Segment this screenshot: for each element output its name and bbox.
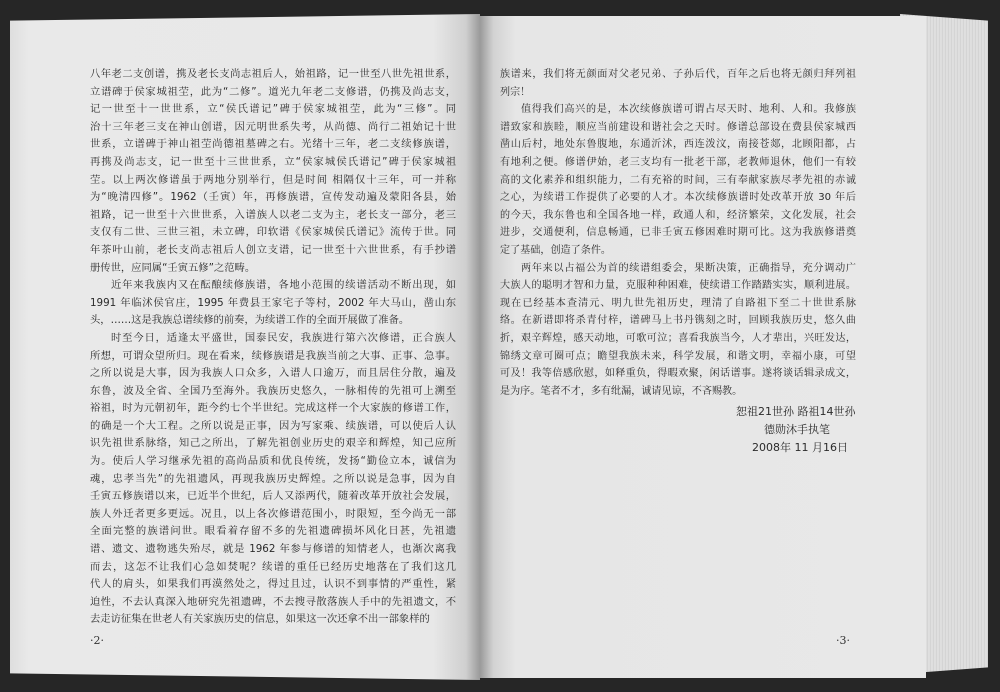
signature-date: 2008年 11 月16日 [752, 441, 848, 454]
text-line: 魂，忠孝当先”的先祖遗风，再现我族历史辉煌。之所以说是急事，因为自 [90, 472, 456, 485]
text-line: 识先祖世系脉络，知己之所出，了解先祖创业历史的艰辛和辉煌，知己应所 [90, 437, 456, 450]
text-line: 记一世至十一世世系，立“侯氏谱记”碑于侯家城祖茔，此为“三修”。同 [90, 103, 456, 116]
text-line: 八年老二支创谱，携及老长支尚志祖后人，始祖路，记一世至八世先祖世系， [90, 68, 456, 80]
right-page-body [500, 66, 856, 400]
text-line: 而去，这怎不让我们心急如焚呢？续谱的重任已经历史地落在了我们这几 [90, 560, 456, 573]
text-line: 时至今日，适逢太平盛世，国泰民安，我族进行第六次修谱，正合族人 [111, 331, 456, 344]
text-line: 值得我们高兴的是，本次续修族谱可谓占尽天时、地利、人和。我修族 [521, 104, 856, 116]
text-line: 所想，可谓众望所归。现在看来，续修族谱是我族当前之大事、正事、急事。 [90, 349, 456, 362]
text-line: 大族人的聪明才智和力量，克服种种困难，使续谱工作踏踏实实，顺利进展。 [500, 280, 856, 292]
text-line: 茔。以上两次修谱虽于两地分别举行，但是时间 相隔仅十三年，可一并称 [90, 173, 456, 186]
page-number-left: ·2· [90, 634, 104, 647]
text-line: 世系，立谱碑于神山祖茔尚德祖墓碑之右。光绪十三年，老二支续修族谱， [90, 138, 456, 151]
text-line: 之心，为续谱工作提供了必要的人才。本次续修族谱时处改革开放 30 年后 [500, 192, 856, 204]
text-line: 年茶叶山前，老长支尚志祖后人创立支谱，记一世至十六世世系，有手抄谱 [90, 243, 456, 256]
text-line: 络。在新谱即将杀青付梓，谱碑马上书丹镌刻之时，回顾我族历史，悠久曲 [500, 315, 856, 327]
text-line: 列宗！ [500, 86, 531, 98]
signature-lineage: 恕祖21世孙 路祖14世孙 [736, 405, 856, 418]
text-line: 谱致家和族睦，顺应当前建设和谐社会之天时。修谱总部设在费县侯家城西 [500, 121, 856, 133]
text-line: 可及！我等倍感欣慰，如释重负，得暇欢聚，闲话谱事。遂将谈话辑录成文， [500, 368, 856, 380]
text-line: 之所以说是大事，因为我族人口众多，入谱人口逾万，而且居住分散，遍及 [90, 367, 456, 380]
text-line: 头，……这是我族总谱续修的前奏，为续谱工作的全面开展做了准备。 [90, 314, 410, 327]
text-line: 锦绣文章可圈可点；瞻望我族未来，科学发展，和谐文明，幸福小康，可望 [500, 350, 856, 362]
text-line: 全面完整的族谱问世。眼看着存留不多的先祖遗碑损坏风化日甚，先祖遗 [90, 525, 456, 538]
text-line: 族人外迁者更多更远。况且，以上各次修谱范围小，时限短，至今尚无一部 [90, 507, 456, 520]
text-line: 两年来以占福公为首的续谱组委会，果断决策，正确指导，充分调动广 [521, 262, 856, 274]
text-line: 有地利之便。修谱伊始，老三支均有一批老干部，老教师退休，他们一有较 [500, 156, 856, 168]
signature-author: 德勋沐手执笔 [764, 423, 830, 436]
text-line: 裕祖，时为元朝初年，距今约七个半世纪。完成这样一个大家族的修谱工作， [90, 402, 456, 415]
text-line: 去走访征集在世老人有关家族历史的信息，如果这一次还拿不出一部象样的 [90, 613, 430, 626]
text-line: 现在已经基本查清元、明九世先祖历史，理清了自路祖下至二十世世系脉 [500, 297, 856, 309]
text-line: 的今天，我东鲁也和全国各地一样，政通人和，经济繁荣，文化发展，社会 [500, 209, 856, 221]
text-line: 1991 年临沭侯官庄，1995 年费县王家宅子等村，2002 年大马山，凿山东 [90, 296, 456, 309]
text-line: 近年来我族内又在酝酿续修族谱，各地小范围的续谱活动不断出现，如 [111, 279, 456, 292]
text-line: 族谱来，我们将无颜面对父老兄弟、子孙后代，百年之后也将无颜归拜列祖 [500, 69, 856, 80]
text-line: 东鲁，波及全省、全国乃至海外。我族历史悠久，一脉相传的先祖可上溯至 [90, 384, 456, 397]
left-page-body [90, 66, 456, 629]
text-line: 祖路，记一世至十六世世系，入谱族人以老二支为主，老长支一部分，老三 [90, 208, 456, 221]
text-line: 折，艰辛辉煌，感天动地，可歌可泣；喜看我族当今，人才辈出，兴旺发达， [500, 332, 856, 344]
text-line: 册传世，应同属“壬寅五修”之范畴。 [90, 261, 256, 274]
text-line: 为“晚清四修”。1962（壬寅）年，再修族谱，宣传发动遍及蒙阳各县，始 [90, 191, 456, 204]
text-line: 支仅有二世、三世三祖，未立碑，印软谱《侯家城侯氏谱记》流传于世。同 [90, 226, 456, 239]
text-line: 再携及尚志支，记一世至十三世世系，立“侯家城侯氏谱记”碑于侯家城祖 [90, 155, 456, 168]
text-line: 高的文化素养和组织能力，二有充裕的时间，三有奉献家族尽孝先祖的赤诚 [500, 174, 856, 186]
text-line: 为。使后人学习继承先祖的高尚品质和优良传统，发扬“勤俭立本，诚信为 [90, 455, 456, 468]
text-line: 立谱碑于侯家城祖茔，此为“二修”。道光九年老二支修谱，仍携及尚志支， [90, 85, 456, 98]
text-line: 迫性，不去认真深入地研究先祖遗碑，不去搜寻散落族人手中的先祖遗文，不 [90, 595, 456, 608]
text-line: 谱、遗文、遗物逃失殆尽，就是 1962 年参与修谱的知情老人，也渐次离我 [90, 543, 456, 556]
text-line: 代人的肩头，如果我们再漠然处之，得过且过，认识不到事情的严重性，紧 [90, 578, 456, 591]
text-line: 凿山后村，地处东鲁腹地，东通沂沭，西连泼汶，南接苍郯，北顾阳都，占 [500, 139, 856, 151]
text-line: 定了基础，创造了条件。 [500, 244, 612, 256]
text-line: 的确是一个大工程。之所以说是正事，因为写家乘、续族谱，可以使后人认 [90, 419, 456, 432]
text-line: 进步，交通便利，信息畅通，已非壬寅五修困难时期可比。这为我族修谱奠 [500, 227, 856, 239]
text-line: 是为序。笔者不才，多有纰漏，诚请见谅，不吝赐教。 [500, 385, 743, 397]
text-line: 治十三年老三支在神山创谱，因元明世系失考，从尚德、尚行二祖始记十世 [90, 120, 456, 133]
text-line: 壬寅五修族谱以来，已近半个世纪，后人又添两代，随着改革开放社会发展， [90, 490, 456, 503]
page-number-right: ·3· [836, 634, 850, 647]
